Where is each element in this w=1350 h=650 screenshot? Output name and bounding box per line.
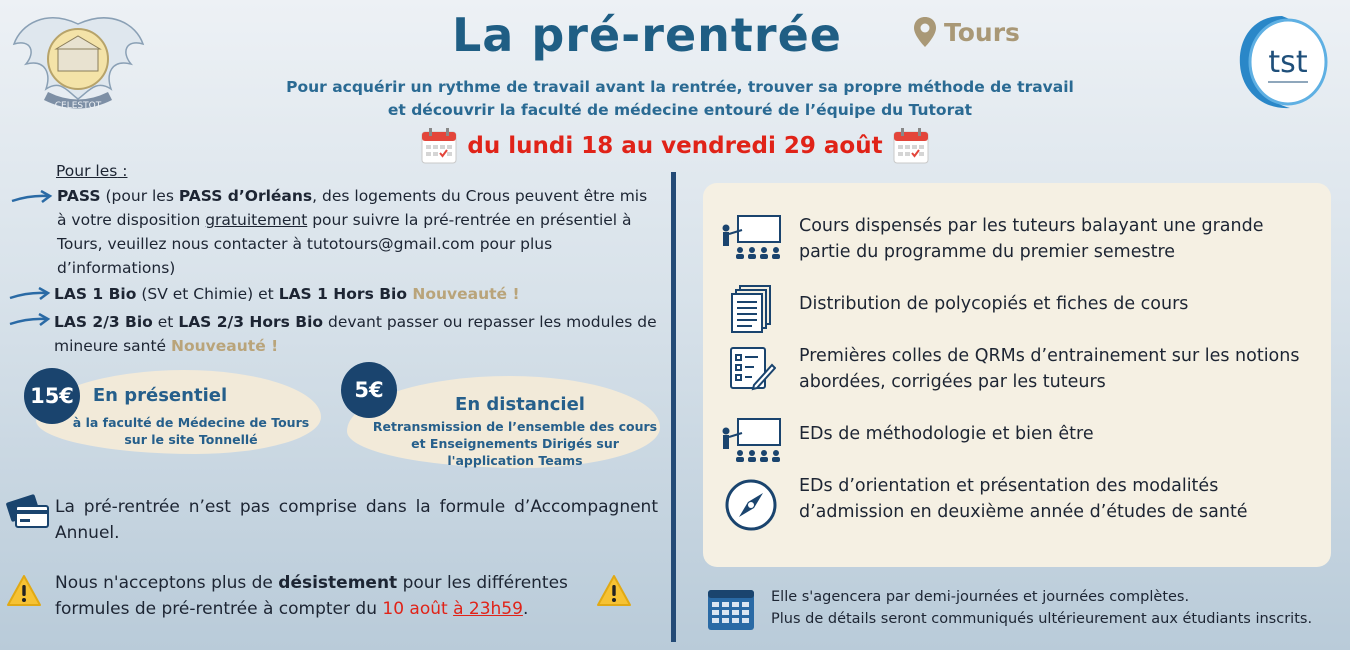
las23-label: LAS 2/3 Bio	[54, 313, 153, 331]
audience-heading-text: Pour les	[56, 162, 118, 180]
schedule-calendar-icon	[706, 586, 756, 632]
feature-methodologie: EDs de méthodologie et bien être	[799, 424, 1094, 444]
calendar-icon	[419, 126, 459, 166]
calendar-icon	[891, 126, 931, 166]
compass-icon	[724, 478, 778, 532]
warning-icon	[596, 574, 632, 608]
distanciel-title: En distanciel	[455, 394, 585, 415]
pass-label: PASS	[57, 187, 101, 205]
desistement-note	[55, 570, 595, 622]
desist-text-2: pour les différentes formules de pré-rentrée à compter du	[55, 573, 568, 619]
svg-text:CELESTOT: CELESTOT	[54, 101, 102, 111]
audience-heading-tail: :	[117, 162, 128, 180]
column-divider	[671, 172, 676, 642]
desist-bold: désistement	[278, 573, 398, 593]
feature-orientation: EDs d’orientation et présentation des modalités d’admission en deuxième année d’études de santé	[799, 476, 1248, 522]
desist-text-1: Nous n'acceptons plus de	[55, 573, 279, 593]
las1-text: (SV et Chimie) et	[136, 285, 279, 303]
payment-card-icon	[6, 494, 50, 530]
arrow-right-icon	[8, 287, 52, 303]
las1-label: LAS 1 Bio	[54, 285, 137, 303]
teacher-board-icon	[718, 212, 786, 262]
pass-orleans: PASS d’Orléans	[178, 187, 313, 205]
documents-icon	[728, 284, 774, 336]
schedule-line-2: Plus de détails seront communiqués ultérieurement aux étudiants inscrits.	[771, 611, 1313, 627]
presentiel-details	[60, 414, 322, 448]
pass-gratuit: gratuitement	[205, 211, 308, 229]
las23-label-2: LAS 2/3 Hors Bio	[178, 313, 324, 331]
arrow-right-icon	[8, 313, 52, 329]
teacher-board-icon	[718, 415, 786, 465]
pass-text-2: , des logements du Crous peuvent être mis à votre disposition	[57, 187, 648, 229]
presentiel-title: En présentiel	[92, 385, 228, 406]
subtitle-line-1: Pour acquérir un rythme de travail avant la rentrée, trouver sa propre méthode de travail	[286, 78, 1074, 96]
desist-end: .	[522, 599, 529, 619]
audience-pass	[57, 184, 657, 280]
las23-new-badge: Nouveauté !	[171, 337, 279, 355]
distanciel-details	[365, 418, 665, 469]
schedule-line-1: Elle s'agencera par demi-journées et journées complètes.	[771, 589, 1190, 605]
dates-banner	[0, 126, 1350, 166]
svg-text:tst: tst	[1268, 45, 1308, 80]
distanciel-price: 5€	[341, 362, 397, 418]
las1-label-2: LAS 1 Hors Bio	[278, 285, 407, 303]
formule-note: La pré-rentrée n’est pas comprise dans la formule d’Accompagnent Annuel.	[55, 497, 658, 543]
feature-polycopies: Distribution de polycopiés et fiches de cours	[799, 294, 1189, 314]
desist-time: à 23h59	[453, 599, 523, 619]
distanciel-line-3: l'application Teams	[447, 453, 583, 468]
las1-new-badge: Nouveauté !	[406, 285, 520, 303]
location-label: Tours	[944, 17, 1020, 47]
desist-date: 10 août	[382, 599, 454, 619]
audience-las23	[54, 310, 659, 358]
distanciel-line-2: et Enseignements Dirigés sur	[411, 436, 619, 451]
location	[912, 16, 1020, 48]
subtitle-line-2: et découvrir la faculté de médecine entouré de l’équipe du Tutorat	[387, 101, 973, 119]
audience-las1	[54, 282, 659, 306]
subtitle	[200, 76, 1160, 122]
feature-cours: Cours dispensés par les tuteurs balayant une grande partie du programme du premier semestre	[799, 216, 1264, 262]
dates-text: du lundi 18 au vendredi 29 août	[467, 133, 883, 159]
location-pin-icon	[912, 16, 938, 48]
warning-icon	[6, 574, 42, 608]
audience-heading	[56, 159, 127, 183]
arrow-right-icon	[10, 190, 54, 206]
pass-text-1: (pour les	[100, 187, 179, 205]
checklist-icon	[728, 345, 776, 393]
presentiel-line-2: sur le site Tonnellé	[124, 432, 258, 447]
schedule-note	[771, 586, 1312, 630]
presentiel-line-1: à la faculté de Médecine de Tours	[72, 415, 310, 430]
page-title: La pré-rentrée	[452, 8, 842, 62]
las23-text-1: et	[152, 313, 179, 331]
distanciel-line-1: Retransmission de l’ensemble des cours	[372, 419, 658, 434]
presentiel-price: 15€	[24, 368, 80, 424]
pass-text-3: pour suivre la pré-rentrée en présentiel à Tours, veuillez nous contacter à tutotours@gmail.com pour plus d’informations)	[57, 211, 632, 277]
feature-colles: Premières colles de QRMs d’entrainement sur les notions abordées, corrigées par les tuteurs	[799, 346, 1300, 392]
las23-text-2: devant passer ou repasser les modules de mineure santé	[54, 313, 657, 355]
